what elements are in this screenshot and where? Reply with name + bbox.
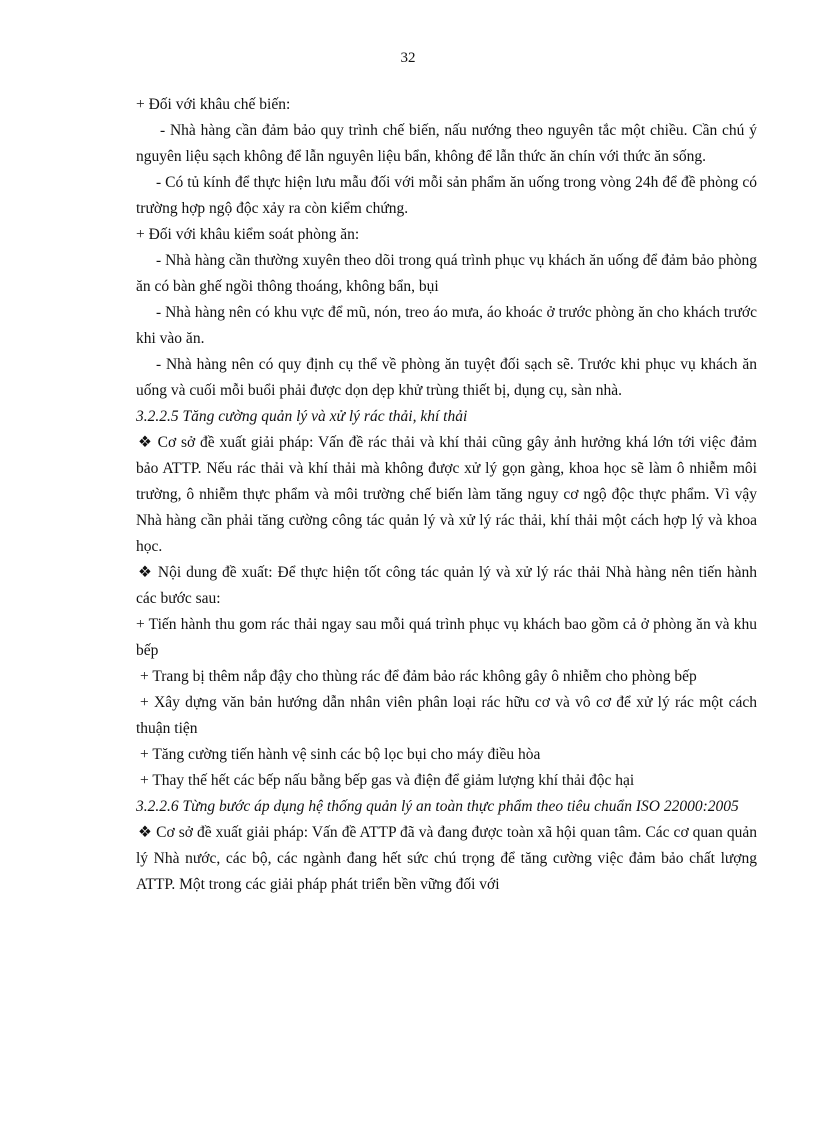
paragraph-noi-dung: ❖ Nội dung đề xuất: Để thực hiện tốt công tác quản lý và xử lý rác thải Nhà hàng nên tiến hành các bước sau: — [136, 564, 757, 607]
paragraph-co-so-rac-thai: ❖ Cơ sở đề xuất giải pháp: Vấn đề rác thải và khí thải cũng gây ảnh hưởng khá lớn tới việc đảm bảo ATTP. Nếu rác thải và khí thải mà không được xử lý gọn gàng, khoa học sẽ làm ô nhiễm môi trường, ô nhiễm thực phẩm và môi trường chế biến làm tăng nguy cơ ngộ độc thực phẩm. Vì vậy Nhà hàng cần phải tăng cường công tác quản lý và xử lý rác thải, khí thải một cách hợp lý và khoa học. — [136, 434, 757, 555]
section-heading-3-2-2-6: 3.2.2.6 Từng bước áp dụng hệ thống quản lý an toàn thực phẩm theo tiêu chuẩn ISO 22000:2005 — [136, 798, 739, 815]
paragraph-co-so-attp: ❖ Cơ sở đề xuất giải pháp: Vấn đề ATTP đã và đang được toàn xã hội quan tâm. Các cơ quan quản lý Nhà nước, các bộ, các ngành đang hết sức chú trọng để tăng cường việc đảm bảo chất lượng ATTP. Một trong các giải pháp phát triển bền vững đối với — [136, 824, 757, 893]
paragraph-quy-trinh: - Nhà hàng cần đảm bảo quy trình chế biến, nấu nướng theo nguyên tắc một chiều. Cần chú ý nguyên liệu sạch không để lẫn nguyên liệu bẩn, không để lẫn thức ăn chín với thức ăn sống. — [136, 122, 757, 165]
paragraph-theo-doi: - Nhà hàng cần thường xuyên theo dõi trong quá trình phục vụ khách ăn uống để đảm bảo phòng ăn có bàn ghế ngồi thông thoáng, không bẩn, bụi — [136, 252, 757, 295]
bullet-phong-an: + Đối với khâu kiểm soát phòng ăn: — [136, 226, 360, 243]
step-ve-sinh: + Tăng cường tiến hành vệ sinh các bộ lọc bụi cho máy điều hòa — [140, 746, 541, 763]
step-thay-the: + Thay thế hết các bếp nấu bằng bếp gas và điện để giảm lượng khí thải độc hại — [140, 772, 635, 789]
bullet-che-bien: + Đối với khâu chế biến: — [136, 96, 291, 113]
step-van-ban: + Xây dựng văn bản hướng dẫn nhân viên phân loại rác hữu cơ và vô cơ để xử lý rác một cách thuận tiện — [136, 694, 757, 737]
paragraph-quy-dinh: - Nhà hàng nên có quy định cụ thể về phòng ăn tuyệt đối sạch sẽ. Trước khi phục vụ khách ăn uống và cuối mỗi buổi phải được dọn dẹp khử trùng thiết bị, dụng cụ, sàn nhà. — [136, 356, 757, 399]
body-text — [136, 92, 757, 898]
step-nap-day: + Trang bị thêm nắp đậy cho thùng rác để đảm bảo rác không gây ô nhiễm cho phòng bếp — [140, 668, 697, 685]
paragraph-tu-kinh: - Có tủ kính để thực hiện lưu mẫu đối với mỗi sản phẩm ăn uống trong vòng 24h để đề phòng có trường hợp ngộ độc xảy ra còn kiểm chứng. — [136, 174, 757, 217]
page-number: 32 — [400, 50, 416, 66]
step-thu-gom: + Tiến hành thu gom rác thải ngay sau mỗi quá trình phục vụ khách bao gồm cả ở phòng ăn và khu bếp — [136, 616, 757, 659]
section-heading-3-2-2-5: 3.2.2.5 Tăng cường quản lý và xử lý rác thải, khí thải — [136, 408, 468, 425]
paragraph-khu-vuc: - Nhà hàng nên có khu vực để mũ, nón, treo áo mưa, áo khoác ở trước phòng ăn cho khách trước khi vào ăn. — [136, 304, 757, 347]
